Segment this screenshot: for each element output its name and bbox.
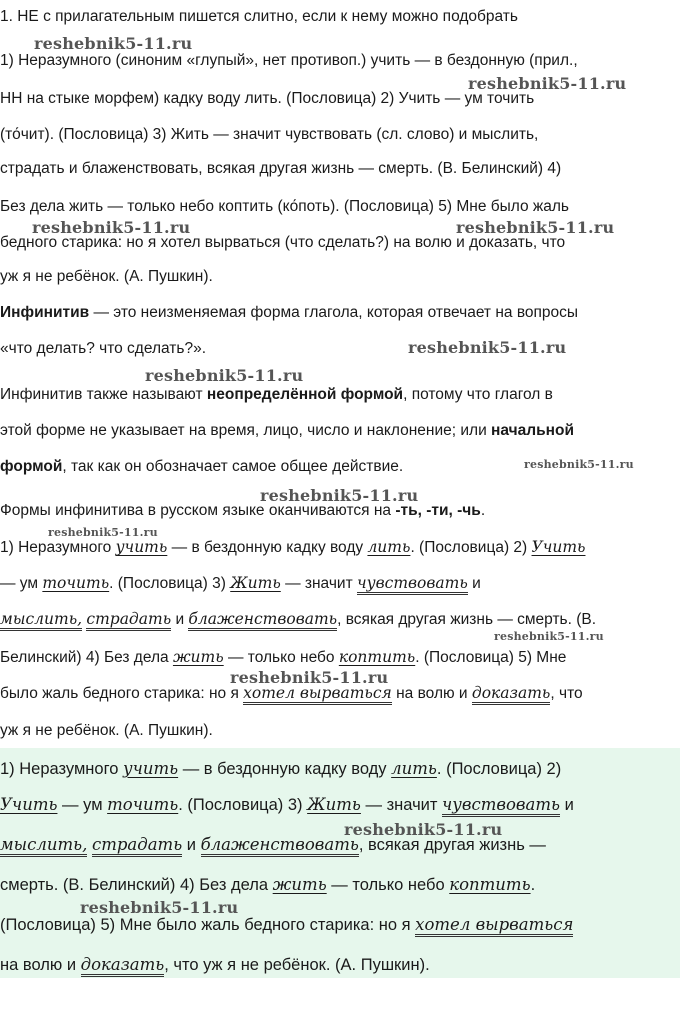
text-line: Без дела жить — только небо коптить (ко́поть). (Пословица) 5) Мне было жаль (0, 198, 570, 215)
text: — ум (0, 575, 43, 592)
text: — в бездонную кадку воду (178, 760, 392, 778)
theory-line (0, 304, 578, 322)
text: . (480, 502, 486, 519)
annotated-line (0, 574, 481, 593)
answer-line: смерть. (В. Белинский) 4) Без дела жить — только небо коптить. (0, 875, 536, 894)
answer-line (0, 916, 573, 934)
text: и (559, 796, 574, 814)
infinitive-word: точить (107, 795, 179, 814)
text: смерть. (В. Белинский) 4) Без дела (0, 876, 273, 894)
watermark: reshebnik5-11.ru (32, 218, 191, 237)
text: . (Пословица) 2) (436, 760, 562, 778)
watermark: reshebnik5-11.ru (48, 526, 158, 539)
infinitive-word: Учить (531, 538, 586, 556)
infinitive-word: Жить (230, 574, 281, 592)
theory-line (0, 386, 553, 404)
text-line: НН на стыке морфем) кадку воду лить. (Пословица) 2) Учить — ум точить (0, 90, 535, 107)
text: — в бездонную кадку воду (167, 539, 368, 556)
predicate-word: хотел вырваться (415, 915, 573, 937)
term: -ть, -ти, -чь (395, 502, 481, 519)
annotated-line (0, 648, 566, 667)
watermark: reshebnik5-11.ru (408, 338, 567, 357)
infinitive-word: коптить (338, 648, 416, 666)
predicate-word: блаженствовать (201, 835, 359, 857)
text: 1) Неразумного (0, 760, 124, 778)
predicate-word: чувствовать (442, 795, 560, 817)
watermark: reshebnik5-11.ru (260, 486, 419, 505)
predicate-word: доказать (472, 684, 550, 705)
term: начальной (491, 422, 574, 439)
definition-text: — это неизменяемая форма глагола, которая отвечает на вопросы (89, 304, 579, 321)
text: . (Пословица) 3) (109, 575, 231, 592)
infinitive-word: учить (115, 538, 168, 556)
predicate-word: доказать (81, 955, 165, 977)
text: 1) Неразумного (0, 539, 116, 556)
watermark: reshebnik5-11.ru (456, 218, 615, 237)
annotated-line (0, 538, 585, 557)
text: и (467, 575, 481, 592)
text-line: бедного старика: но я хотел вырваться (что сделать?) на волю и доказать, что (0, 234, 566, 251)
theory-line (0, 458, 403, 476)
text: этой форме не указывает на время, лицо, число и наклонение; или (0, 422, 492, 439)
infinitive-word: коптить (449, 875, 531, 894)
predicate-word: хотел вырваться (243, 684, 392, 705)
predicate-word: мыслить, (0, 835, 87, 857)
text: . (Пословица) 5) Мне (415, 649, 567, 666)
infinitive-word: учить (123, 759, 179, 778)
watermark: reshebnik5-11.ru (230, 668, 389, 687)
annotated-line: уж я не ребёнок. (А. Пушкин). (0, 722, 213, 739)
predicate-word: страдать (92, 835, 182, 857)
watermark: reshebnik5-11.ru (145, 366, 304, 385)
watermark: reshebnik5-11.ru (80, 898, 239, 917)
infinitive-word: лить (367, 538, 411, 556)
term: неопределённой формой (206, 386, 404, 403)
text: — значит (360, 796, 443, 814)
text: на волю и (391, 685, 472, 702)
infinitive-word: точить (42, 574, 110, 592)
theory-line (0, 422, 574, 440)
watermark: reshebnik5-11.ru (34, 34, 193, 53)
text: — значит (280, 575, 357, 592)
term-infinitive: Инфинитив (0, 304, 90, 321)
text: на волю и (0, 956, 81, 974)
watermark: reshebnik5-11.ru (494, 630, 604, 643)
infinitive-word: Учить (0, 795, 58, 814)
watermark: reshebnik5-11.ru (344, 820, 503, 839)
answer-line (0, 760, 561, 778)
text: . (Пословица) 2) (410, 539, 532, 556)
text: , всякая другая жизнь — (358, 836, 546, 854)
text-line: 1. НЕ с прилагательным пишется слитно, если к нему можно подобрать (0, 8, 518, 25)
watermark: reshebnik5-11.ru (468, 74, 627, 93)
text: — ум (62, 796, 108, 814)
infinitive-word: Жить (307, 795, 361, 814)
text: и (171, 611, 189, 628)
text: , так как он обозначает самое общее действие. (62, 458, 404, 475)
annotated-line (0, 610, 596, 629)
infinitive-word: жить (272, 875, 327, 894)
text: , что (550, 685, 583, 702)
text: и (182, 836, 201, 854)
text: , потому что глагол в (403, 386, 553, 403)
text: . (Пословица) 3) (178, 796, 308, 814)
infinitive-word: жить (172, 648, 224, 666)
predicate-word: блаженствовать (188, 610, 337, 631)
text: , что уж я не ребёнок. (А. Пушкин). (164, 956, 430, 974)
theory-line: «что делать? что сделать?». (0, 340, 206, 357)
text: Формы инфинитива в русском языке оканчиваются на (0, 502, 396, 519)
text-line: (то́чит). (Пословица) 3) Жить — значит чувствовать (сл. слово) и мыслить, (0, 126, 539, 143)
predicate-word: чувствовать (357, 574, 468, 595)
text: — только небо (326, 876, 450, 894)
watermark: reshebnik5-11.ru (524, 458, 634, 471)
text: — только небо (223, 649, 339, 666)
answer-box (0, 748, 680, 978)
text: Белинский) 4) Без дела (0, 649, 173, 666)
answer-line (0, 796, 574, 814)
text: , всякая другая жизнь — смерть. (В. (337, 611, 597, 628)
predicate-word: страдать (86, 610, 171, 631)
term: формой (0, 458, 63, 475)
text-line: страдать и блаженствовать, всякая другая жизнь — смерть. (В. Белинский) 4) (0, 160, 562, 177)
infinitive-word: лить (391, 759, 437, 778)
text: Инфинитив также называют (0, 386, 207, 403)
answer-line (0, 956, 430, 974)
text-line: уж я не ребёнок. (А. Пушкин). (0, 268, 213, 285)
text: было жаль бедного старика: но я (0, 685, 244, 702)
text-line: 1) Неразумного (синоним «глупый», нет противоп.) учить — в бездонную (прил., (0, 52, 578, 69)
predicate-word: мыслить, (0, 610, 82, 631)
text: (Пословица) 5) Мне было жаль бедного старика: но я (0, 916, 416, 934)
